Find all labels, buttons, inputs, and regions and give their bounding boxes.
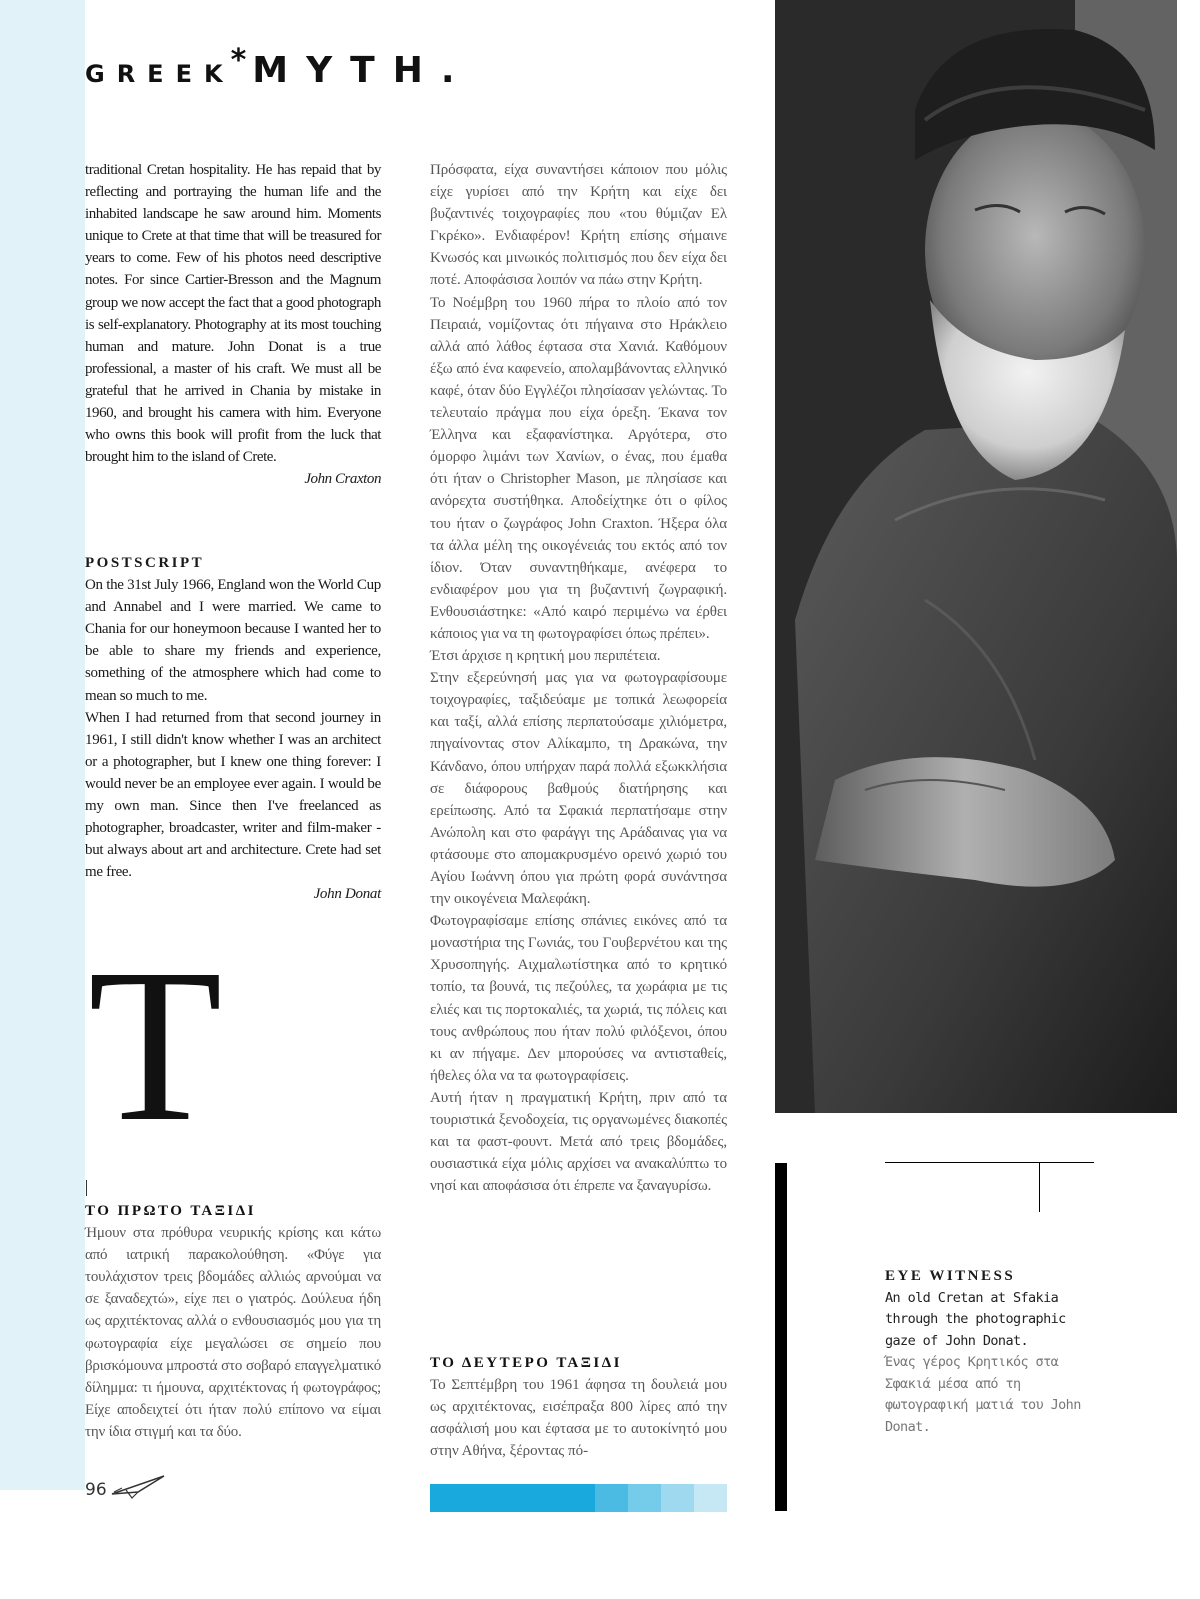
blue-bar-segment [529, 1484, 562, 1512]
middle-paragraph-5: Φωτογραφίσαμε επίσης σπάνιες εικόνες από τα μοναστήρια της Γωνιάς, του Γουβερνέτου και της Χρυσοπηγής. Αιχμαλωτίστηκα από το κρητικό τοπίο, τα βουνά, τις πεζούλες, τα χωράφια με τις ελιές και τις πορτοκαλιές, τα χωριά, τις πόλεις και τους ανθρώπους που ήταν πολύ φιλόξενοι, όπου κι αν πήγαμε. Δεν μπορούσες να αντισταθείς, ήθελες όλα να τα φωτογραφίσεις. [430, 913, 727, 1084]
middle-paragraph-4: Στην εξερεύνησή μας για να φωτογραφίσουμε τοιχογραφίες, ταξιδεύαμε με τοπικά λεωφορεία και ταξί, αλλά επίσης περπατούσαμε χιλιόμετρα, πηγαίνοντας στον Αλίκαμπο, τη Δρακώνα, την Κάνδανο, όπου υπήρχαν παρά πολλά εξωκκλήσια σε διάφορους βαθμούς διατήρησης και ερείπωσης. Από τα Σφακιά περπατήσαμε στην Ανώπολη και στο φαράγγι της Αράδαινας για να φτάσουμε στο απομακρυσμένο ορεινό χωριό του Αγίου Ιωάννη όπου για πρώτη φορά συνάντησα την οικογένεια Μαλεφάκη. [430, 670, 727, 908]
middle-paragraph-2: Το Νοέμβρη του 1960 πήρα το πλοίο από τον Πειραιά, νομίζοντας ότι πήγαινα στο Ηράκλειο αλλά από λάθος έφτασα στα Χανιά. Καθόμουν έξω από ένα καφενείο, απολαμβάνοντας ελληνικό καφέ, όταν δύο Εγγλέζοι πλησίασαν γελώντας. Το τελευταίο πράγμα που είχα όρεξη. Έκανα τον Έλληνα και εξαφανίστηκα. Αργότερα, στο όμορφο λιμάνι των Χανίων, ο ένας, που έμαθα ότι ήταν ο Christopher Mason, με πλησίασε και ανόρεχτα συστήθηκα. Αποδείχτηκε ότι ο φίλος του ήταν ο ζωγράφος John Craxton. Ήξερα όλα τα άλλα μέλη της οικογένειάς του εκτός από τον ίδιον. Όταν συναντηθήκαμε, ανέφερα το ενδιαφέρον μου για τη βυζαντινή ζωγραφική. Ενθουσιάστηκε: «Από καιρό περιμένω να έρθει κάποιος για να τη φωτογραφίσει όπως πρέπει». [430, 294, 727, 642]
middle-paragraph-6: Αυτή ήταν η πραγματική Κρήτη, πριν από τα τουριστικά ξενοδοχεία, τις οργανωμένες διακοπές και τα φαστ-φουντ. Μετά από τρεις βδομάδες, ουσιαστικά είχα μόλις αρχίσει να ανακαλύπτω το νησί και αποφάσισα ότι έπρεπε να ξαναγυρίσω. [430, 1089, 727, 1195]
middle-paragraph-3: Έτσι άρχισε η κρητική μου περιπέτεια. [430, 648, 661, 665]
caption-bar [775, 1163, 787, 1511]
masthead-star: * [230, 43, 247, 78]
craxton-paragraph: traditional Cretan hospitality. He has repaid that by reflecting and portraying the human life and the inhabited landscape he saw around him. Moments unique to Crete at that time that will be treasured for years to come. Few of his photos need descriptive notes. For since Cartier-Bresson and the Magnum group we now accept the fact that a good photograph is self-explanatory. Photography at its most touching human and mature. John Donat is a true professional, a master of his craft. We must all be grateful that he arrived in Chania by mistake in 1960, and brought his camera with him. Everyone who owns this book will profit from the luck that brought him to the island of Crete. [85, 162, 381, 466]
caption-title: EYE WITNESS [885, 1268, 1016, 1284]
second-trip-paragraph: Το Σεπτέμβρη του 1961 άφησα τη δουλειά μου ως αρχιτέκτονας, εισέπραξα 800 λίρες από την ασφάλισή μου και έφτασα με το αυτοκίνητό μου στην Αθήνα, ξέροντας πό- [430, 1377, 727, 1460]
portrait-illustration [775, 0, 1177, 1113]
plane-logo-icon [108, 1472, 168, 1507]
craxton-signature: John Craxton [304, 471, 381, 488]
second-trip-heading: ΤΟ ΔΕΥΤΕΡΟ ΤΑΞΙΔΙ [430, 1355, 623, 1371]
blue-bar-segment [628, 1484, 661, 1512]
blue-bar-segment [661, 1484, 694, 1512]
left-color-band [0, 0, 85, 1490]
masthead-greek: GREEK [85, 60, 235, 88]
caption-english: An old Cretan at Sfakia through the photographic gaze of John Donat. [885, 1289, 1066, 1349]
first-trip-heading: ΤΟ ΠΡΩΤΟ ΤΑΞΙΔΙ [85, 1203, 256, 1219]
middle-column [430, 159, 727, 1197]
caption-rule [885, 1162, 1094, 1163]
postscript-heading: POSTSCRIPT [85, 555, 205, 571]
caption-vertical-rule [1039, 1162, 1040, 1212]
caption-greek: Ένας γέρος Κρητικός στα Σφακιά μέσα από τη φωτογραφική ματιά του John Donat. [885, 1354, 1081, 1435]
masthead-myth: MYTH. [252, 50, 473, 91]
portrait-photo [775, 0, 1177, 1113]
first-trip-section [85, 1200, 381, 1443]
middle-paragraph-1: Πρόσφατα, είχα συναντήσει κάποιον που μόλις είχε γυρίσει από την Κρήτη και είχε δει βυζαντινές τοιχογραφίες που «του θύμιζαν Ελ Γκρέκο». Ενδιαφέρον! Κρήτη επίσης σήμαινε Κνωσός και μινωικός πολιτισμός που δεν είχα δει ποτέ. Αποφάσισα λοιπόν να πάω στην Κρήτη. [430, 162, 727, 289]
page-number: 96 [85, 1480, 107, 1500]
drop-cap: T [88, 923, 223, 1167]
text-cursor-mark [86, 1180, 87, 1196]
blue-bar-segment [595, 1484, 628, 1512]
blue-bar-segment [694, 1484, 727, 1512]
postscript-section [85, 555, 381, 906]
craxton-column [85, 159, 381, 490]
first-trip-paragraph: Ήμουν στα πρόθυρα νευρικής κρίσης και κάτω από ιατρική παρακολούθηση. «Φύγε για τουλάχιστον τρεις βδομάδες αλλιώς αρνούμαι να σε ξαναδεχτώ», είχε πει ο γιατρός. Δούλευα ήδη ως αρχιτέκτονας αλλά ο ενθουσιασμός μου για τη φωτογραφία είχε μεγαλώσει σε σημείο που βρισκόμουνα μπροστά στο σοβαρό επαγγελματικό δίλημμα: τι ήμουνα, αρχιτέκτονας ή φωτογράφος; Είχε αποδειχτεί ότι ήταν πολύ επίπονο να είμαι την ίδια στιγμή και τα δύο. [85, 1225, 381, 1440]
masthead-logo [85, 43, 473, 95]
postscript-paragraph-2: When I had returned from that second journey in 1961, I still didn't know whether I was an architect or a photographer, but I knew one thing forever: I would never be an employee ever again. I would be my own man. Since then I've freelanced as photographer, broadcaster, writer and film-maker - but always about art and architecture. Crete had set me free. [85, 709, 381, 881]
blue-bar-segment [463, 1484, 496, 1512]
photo-caption [885, 1266, 1085, 1438]
blue-bar-segment [430, 1484, 463, 1512]
blue-gradient-bar [430, 1484, 727, 1512]
blue-bar-segment [496, 1484, 529, 1512]
second-trip-section [430, 1352, 727, 1462]
blue-bar-segment [562, 1484, 595, 1512]
postscript-paragraph-1: On the 31st July 1966, England won the World Cup and Annabel and I were married. We came to Chania for our honeymoon because I wanted her to be able to share my friends and experience, something of the atmosphere which had come to mean so much to me. [85, 577, 381, 704]
donat-signature: John Donat [313, 886, 381, 903]
